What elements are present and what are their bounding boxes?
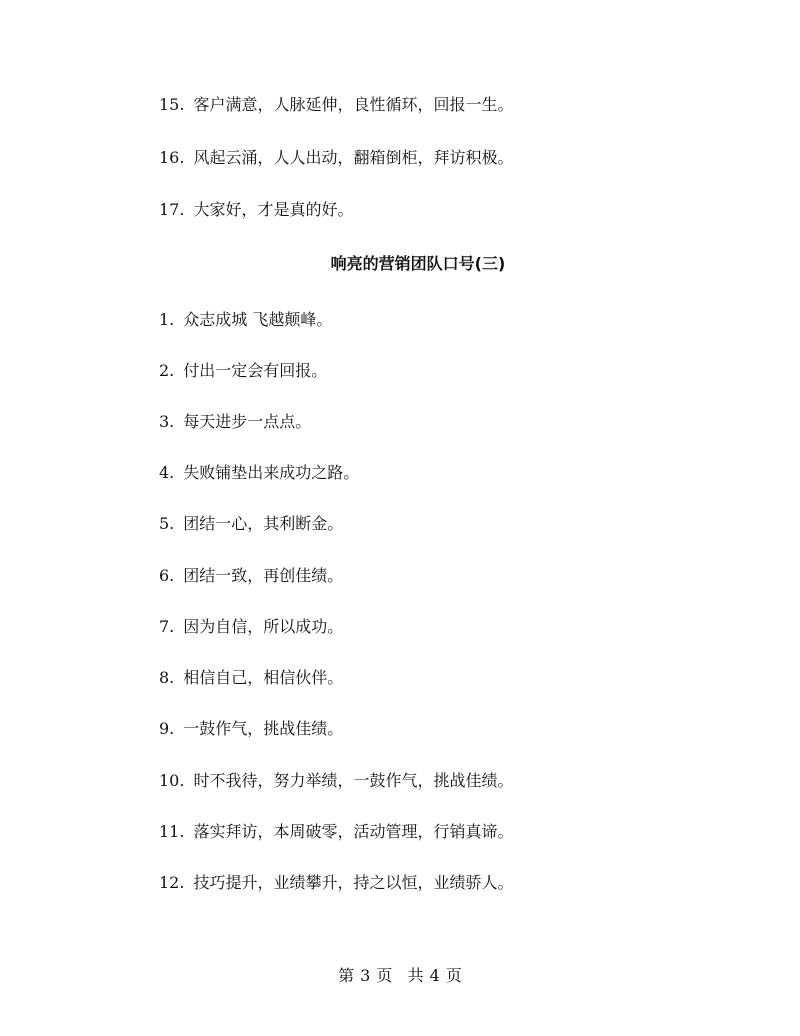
- footer-total-word: 共: [407, 966, 424, 985]
- list-item: [159, 463, 359, 483]
- list-item: [159, 771, 513, 791]
- item-text: 时不我待，努力举绩，一鼓作气，挑战佳绩。: [193, 771, 514, 790]
- list-item: [159, 514, 343, 534]
- item-number: 12.: [159, 873, 185, 892]
- item-text: 付出一定会有回报。: [183, 361, 328, 380]
- list-item: [159, 566, 343, 586]
- list-item: [159, 361, 327, 381]
- list-item: [159, 148, 513, 168]
- section-heading: 响亮的营销团队口号(三): [330, 254, 506, 273]
- item-text: 客户满意，人脉延伸，良性循环，回报一生。: [193, 95, 514, 114]
- item-text: 一鼓作气，挑战佳绩。: [183, 719, 344, 738]
- page-footer: [0, 966, 800, 986]
- list-item: [159, 873, 513, 893]
- item-number: 5.: [159, 514, 175, 533]
- item-number: 3.: [159, 412, 175, 431]
- footer-prefix: 第: [338, 966, 355, 985]
- item-number: 6.: [159, 566, 175, 585]
- item-text: 落实拜访，本周破零，活动管理，行销真谛。: [193, 822, 514, 841]
- item-number: 11.: [159, 822, 185, 841]
- item-number: 7.: [159, 617, 175, 636]
- list-item: [159, 822, 513, 842]
- item-number: 2.: [159, 361, 175, 380]
- list-item: [159, 668, 343, 688]
- item-number: 8.: [159, 668, 175, 687]
- item-number: 17.: [159, 200, 185, 219]
- list-item: [159, 617, 343, 637]
- item-text: 风起云涌，人人出动，翻箱倒柜，拜访积极。: [193, 148, 514, 167]
- item-number: 16.: [159, 148, 185, 167]
- item-number: 4.: [159, 463, 175, 482]
- item-number: 9.: [159, 719, 175, 738]
- item-text: 团结一致，再创佳绩。: [183, 566, 344, 585]
- footer-suffix: 页: [445, 966, 462, 985]
- list-item: [159, 719, 343, 739]
- item-number: 10.: [159, 771, 185, 790]
- item-text: 每天进步一点点。: [183, 412, 312, 431]
- item-text: 大家好，才是真的好。: [193, 200, 354, 219]
- list-item: [159, 412, 311, 432]
- item-number: 15.: [159, 95, 185, 114]
- item-text: 相信自己，相信伙伴。: [183, 668, 344, 687]
- list-item: [159, 95, 513, 115]
- footer-page-word: 页: [376, 966, 393, 985]
- item-text: 技巧提升，业绩攀升，持之以恒，业绩骄人。: [193, 873, 514, 892]
- item-text: 团结一心，其利断金。: [183, 514, 344, 533]
- list-item: [159, 200, 353, 220]
- list-item: [159, 310, 332, 330]
- item-number: 1.: [159, 310, 175, 329]
- item-text: 失败铺垫出来成功之路。: [183, 463, 360, 482]
- item-text: 众志成城 飞越颠峰。: [183, 310, 333, 329]
- footer-total-pages: 4: [429, 966, 440, 985]
- item-text: 因为自信，所以成功。: [183, 617, 344, 636]
- footer-current-page: 3: [360, 966, 371, 985]
